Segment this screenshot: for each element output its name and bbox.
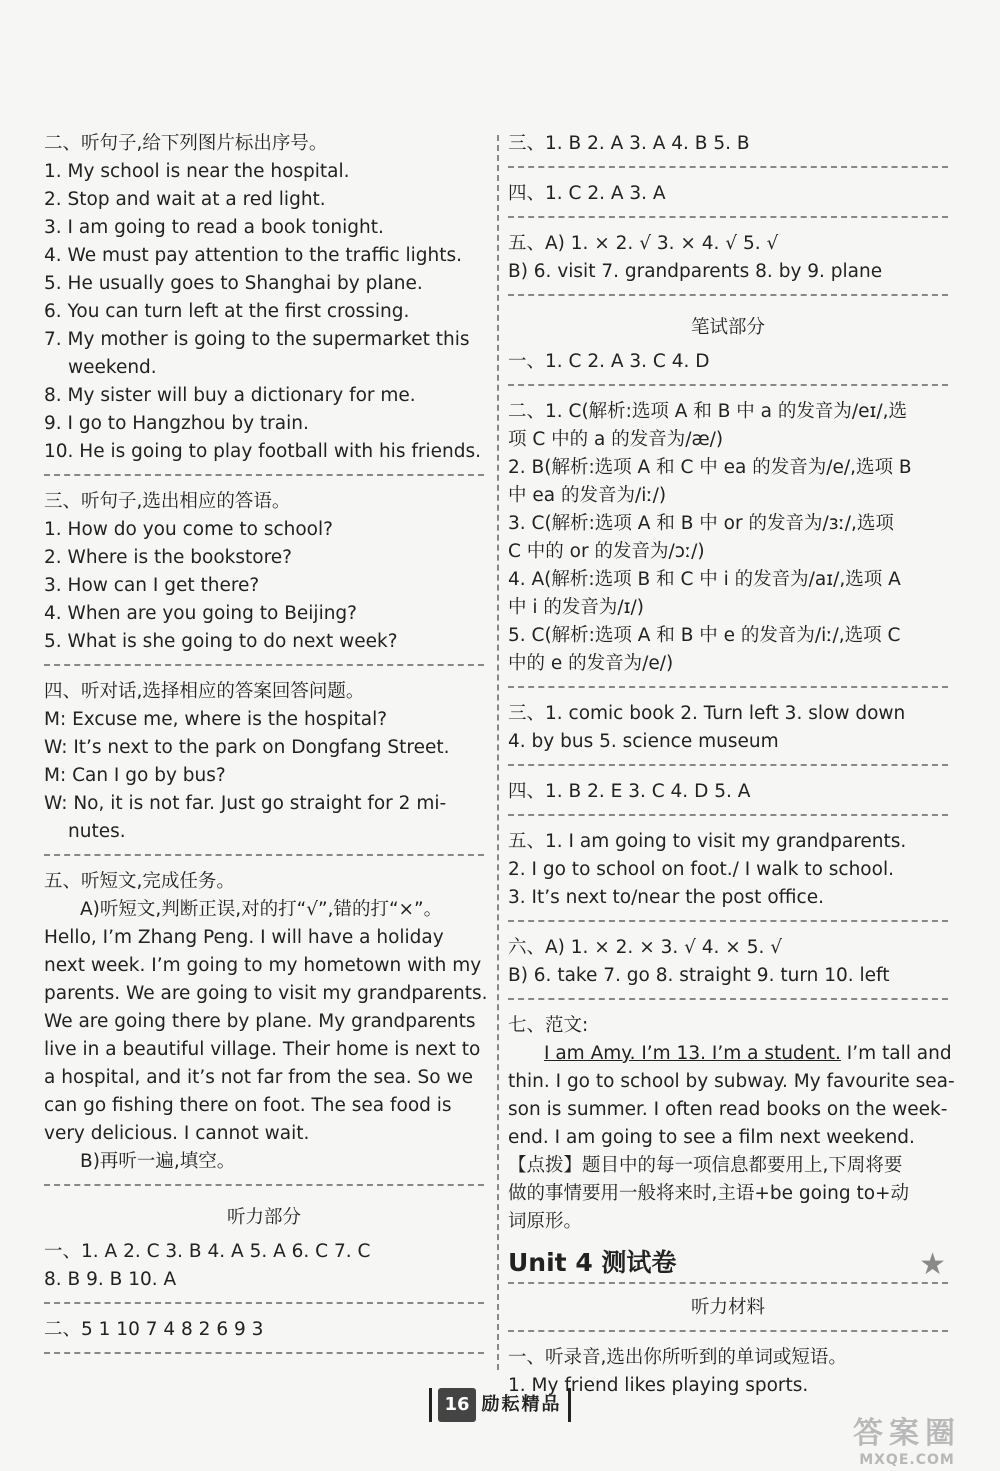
- unit-title: [508, 1246, 948, 1282]
- tip-line: 做的事情要用一般将来时,主语+be going to+动: [508, 1183, 910, 1204]
- section-divider: [44, 474, 484, 476]
- answer-line: 一、1. A 2. C 3. B 4. A 5. A 6. C 7. C: [44, 1241, 371, 1262]
- answer-line: B) 6. visit 7. grandparents 8. by 9. plane: [508, 261, 883, 282]
- left-column: [44, 130, 488, 1366]
- analysis-line: 4. A(解析:选项 B 和 C 中 i 的发音为/aɪ/,选项 A: [508, 569, 901, 590]
- answer-line: 8. B 9. B 10. A: [44, 1269, 177, 1290]
- s2-item: 4. We must pay attention to the traffic lights.: [44, 245, 463, 266]
- essay-line: son is summer. I often read books on the week-: [508, 1099, 948, 1120]
- analysis-line: 2. B(解析:选项 A 和 C 中 ea 的发音为/e/,选项 B: [508, 457, 912, 478]
- answer-line: 三、1. comic book 2. Turn left 3. slow down: [508, 703, 906, 724]
- passage-line: next week. I’m going to my hometown with my: [44, 955, 482, 976]
- unit-title-text: Unit 4 测试卷: [508, 1248, 677, 1277]
- passage-line: live in a beautiful village. Their home is next to: [44, 1039, 481, 1060]
- answer-line: 4. by bus 5. science museum: [508, 731, 779, 752]
- analysis-line: C 中的 or 的发音为/ɔː/): [508, 541, 705, 562]
- essay-text: I’m tall and: [840, 1043, 952, 1064]
- s2-item: 3. I am going to read a book tonight.: [44, 217, 384, 238]
- section-3-title: 三、听句子,选出相应的答语。: [44, 491, 291, 512]
- s3-item: 4. When are you going to Beijing?: [44, 603, 357, 624]
- section-divider: [508, 686, 948, 688]
- answer-line: 三、1. B 2. A 3. A 4. B 5. B: [508, 133, 750, 154]
- passage-line: Hello, I’m Zhang Peng. I will have a holiday: [44, 927, 444, 948]
- passage-line: can go fishing there on foot. The sea food is: [44, 1095, 452, 1116]
- analysis-line: 中 ea 的发音为/iː/): [508, 485, 667, 506]
- watermark-line2: MXQE.COM: [859, 1452, 955, 1468]
- section-divider: [44, 854, 484, 856]
- passage-line: parents. We are going to visit my grandparents.: [44, 983, 488, 1004]
- answer-line: 二、5 1 10 7 4 8 2 6 9 3: [44, 1319, 264, 1340]
- column-divider: [497, 135, 499, 1370]
- materials-section-title: 一、听录音,选出你所听到的单词或短语。: [508, 1347, 847, 1368]
- tip-line: 【点拨】题目中的每一项信息都要用上,下周将要: [508, 1155, 903, 1176]
- unit-rule: [508, 1282, 948, 1284]
- s2-item: 8. My sister will buy a dictionary for me.: [44, 385, 416, 406]
- s2-item: 7. My mother is going to the supermarket this: [44, 329, 470, 350]
- section-divider: [508, 814, 948, 816]
- dialogue-line: W: No, it is not far. Just go straight for 2 mi-: [44, 793, 447, 814]
- essay-line: end. I am going to see a film next weekend.: [508, 1127, 915, 1148]
- analysis-line: 项 C 中的 a 的发音为/æ/): [508, 429, 724, 450]
- s2-item: 10. He is going to play football with his friends.: [44, 441, 481, 462]
- section-divider: [508, 294, 948, 296]
- s3-item: 5. What is she going to do next week?: [44, 631, 398, 652]
- section-4-title: 四、听对话,选择相应的答案回答问题。: [44, 681, 365, 702]
- model-essay-first-line: [508, 1040, 952, 1068]
- passage-line: We are going there by plane. My grandparents: [44, 1011, 476, 1032]
- section-divider: [508, 764, 948, 766]
- answer-line: 六、A) 1. × 2. × 3. √ 4. × 5. √: [508, 937, 783, 958]
- s5-part-b-instruction: B)再听一遍,填空。: [80, 1151, 236, 1172]
- answer-line: B) 6. take 7. go 8. straight 9. turn 10. left: [508, 965, 890, 986]
- analysis-line: 3. C(解析:选项 A 和 B 中 or 的发音为/ɜː/,选项: [508, 513, 894, 534]
- s2-item: 2. Stop and wait at a red light.: [44, 189, 326, 210]
- s2-item: 9. I go to Hangzhou by train.: [44, 413, 309, 434]
- answer-line: 四、1. B 2. E 3. C 4. D 5. A: [508, 781, 751, 802]
- s2-item: 6. You can turn left at the first crossing.: [44, 301, 410, 322]
- page-number: 16: [438, 1388, 475, 1422]
- section-2-title: 二、听句子,给下列图片标出序号。: [44, 133, 328, 154]
- section-divider: [44, 1184, 484, 1186]
- watermark-line1: 答案圈: [853, 1416, 961, 1451]
- section-divider: [508, 384, 948, 386]
- section-divider: [508, 216, 948, 218]
- answer-line: 一、1. C 2. A 3. C 4. D: [508, 351, 710, 372]
- dialogue-line-continued: nutes.: [68, 821, 126, 842]
- written-heading: 笔试部分: [690, 317, 765, 338]
- analysis-line: 二、1. C(解析:选项 A 和 B 中 a 的发音为/eɪ/,选: [508, 401, 907, 422]
- analysis-line: 5. C(解析:选项 A 和 B 中 e 的发音为/iː/,选项 C: [508, 625, 901, 646]
- section-divider: [44, 1302, 484, 1304]
- essay-underlined-text: I am Amy. I’m 13. I’m a student.: [544, 1043, 841, 1064]
- section-divider: [508, 998, 948, 1000]
- passage-line: very delicious. I cannot wait.: [44, 1123, 310, 1144]
- dialogue-line: W: It’s next to the park on Dongfang Street.: [44, 737, 450, 758]
- s3-item: 1. How do you come to school?: [44, 519, 333, 540]
- s2-item: 1. My school is near the hospital.: [44, 161, 350, 182]
- answer-line: 五、1. I am going to visit my grandparents.: [508, 831, 907, 852]
- s2-item-continued: weekend.: [68, 357, 157, 378]
- passage-line: a hospital, and it’s not far from the sea. So we: [44, 1067, 474, 1088]
- watermark: [832, 1408, 982, 1468]
- section-divider: [508, 1330, 948, 1332]
- answer-line: 3. It’s next to/near the post office.: [508, 887, 824, 908]
- s5-part-a-instruction: A)听短文,判断正误,对的打“√”,错的打“×”。: [80, 899, 443, 920]
- section-divider: [508, 920, 948, 922]
- section-5-title: 五、听短文,完成任务。: [44, 871, 235, 892]
- brand-name: 励耘精品: [481, 1394, 562, 1415]
- answer-line: 四、1. C 2. A 3. A: [508, 183, 666, 204]
- analysis-line: 中的 e 的发音为/e/): [508, 653, 674, 674]
- answer-line: 2. I go to school on foot./ I walk to school.: [508, 859, 894, 880]
- footer-box: [429, 1388, 570, 1422]
- dialogue-line: M: Excuse me, where is the hospital?: [44, 709, 388, 730]
- s3-item: 2. Where is the bookstore?: [44, 547, 292, 568]
- materials-item: 1. My friend likes playing sports.: [508, 1375, 809, 1396]
- tip-line: 词原形。: [508, 1211, 583, 1232]
- answer-line: 五、A) 1. × 2. √ 3. × 4. √ 5. √: [508, 233, 779, 254]
- essay-line: thin. I go to school by subway. My favourite sea-: [508, 1071, 955, 1092]
- s3-item: 3. How can I get there?: [44, 575, 260, 596]
- analysis-line: 中 i 的发音为/ɪ/): [508, 597, 644, 618]
- section-divider: [44, 664, 484, 666]
- star-icon: ★: [919, 1247, 946, 1282]
- right-column: [508, 130, 955, 1400]
- section-divider: [508, 166, 948, 168]
- listening-heading: 听力部分: [226, 1207, 301, 1228]
- materials-heading: 听力材料: [690, 1297, 765, 1318]
- model-essay-title: 七、范文:: [508, 1015, 589, 1036]
- section-divider: [44, 1352, 484, 1354]
- s2-item: 5. He usually goes to Shanghai by plane.: [44, 273, 423, 294]
- dialogue-line: M: Can I go by bus?: [44, 765, 226, 786]
